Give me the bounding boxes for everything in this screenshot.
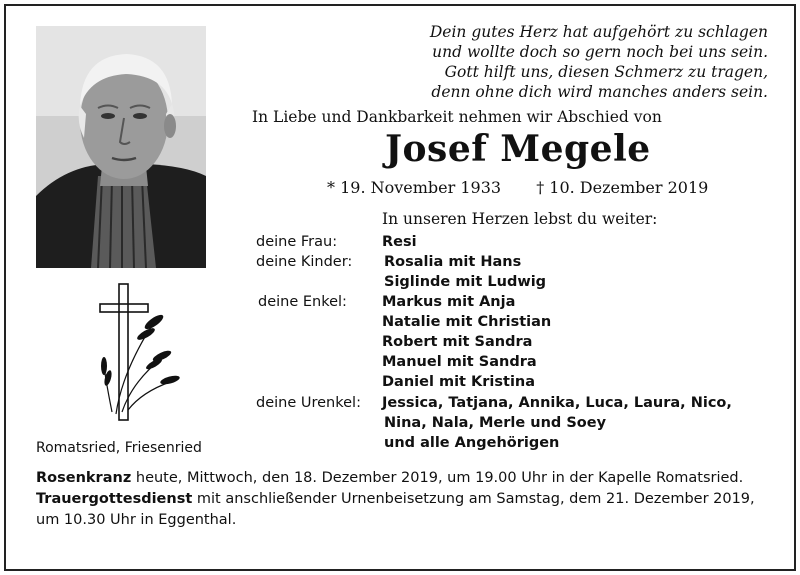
family-name: Siglinde mit Ludwig xyxy=(384,274,547,290)
family-name: Resi xyxy=(382,234,417,250)
poem-line: denn ohne dich wird manches anders sein. xyxy=(431,83,768,101)
family-names-great-grandchildren xyxy=(382,393,732,453)
family-name: Nina, Nala, Merle und Soey xyxy=(384,415,607,431)
family-names-children xyxy=(384,252,546,292)
birth-date: * 19. November 1933 xyxy=(327,178,502,197)
rosary-info xyxy=(36,468,756,489)
deceased-name: Josef Megele xyxy=(385,128,651,170)
intro-text: In Liebe und Dankbarkeit nehmen wir Abschied von xyxy=(252,108,662,126)
funeral-text: mit anschließender Urnenbeisetzung am Samstag, dem 21. Dezember 2019, um 10.30 Uhr in Eggenthal. xyxy=(36,491,755,528)
cross-with-wheat-icon xyxy=(92,282,184,424)
family-names-grandchildren xyxy=(382,292,551,392)
family-name: Markus mit Anja xyxy=(382,294,516,310)
family-name: Rosalia mit Hans xyxy=(384,254,522,270)
family-names-wife xyxy=(382,232,417,252)
family-label-grandchildren: deine Enkel: xyxy=(258,294,347,310)
family-label-children: deine Kinder: xyxy=(256,254,353,270)
poem-line: Dein gutes Herz hat aufgehört zu schlagen xyxy=(429,23,768,41)
family-name: Jessica, Tatjana, Annika, Luca, Laura, Nico, xyxy=(382,395,732,411)
family-label-great-grandchildren: deine Urenkel: xyxy=(256,395,361,411)
poem-line: Gott hilft uns, diesen Schmerz zu tragen, xyxy=(444,63,768,81)
service-info xyxy=(36,468,756,531)
place-names: Romatsried, Friesenried xyxy=(36,440,202,456)
rosary-text: heute, Mittwoch, den 18. Dezember 2019, um 19.00 Uhr in der Kapelle Romatsried. xyxy=(131,470,744,486)
family-name: Robert mit Sandra xyxy=(382,334,533,350)
family-lead: In unseren Herzen lebst du weiter: xyxy=(382,210,658,228)
family-name: Daniel mit Kristina xyxy=(382,374,536,390)
family-name: Manuel mit Sandra xyxy=(382,354,537,370)
portrait-photo xyxy=(36,26,206,268)
death-date: † 10. Dezember 2019 xyxy=(536,178,709,197)
life-dates xyxy=(327,178,708,197)
poem-line: und wollte doch so gern noch bei uns sein. xyxy=(432,43,768,61)
funeral-label: Trauergottesdienst xyxy=(36,491,193,507)
family-label-wife: deine Frau: xyxy=(256,234,338,250)
rosary-label: Rosenkranz xyxy=(36,470,132,486)
family-name: und alle Angehörigen xyxy=(384,435,560,451)
funeral-info xyxy=(36,489,756,531)
family-name: Natalie mit Christian xyxy=(382,314,552,330)
poem xyxy=(348,22,768,102)
